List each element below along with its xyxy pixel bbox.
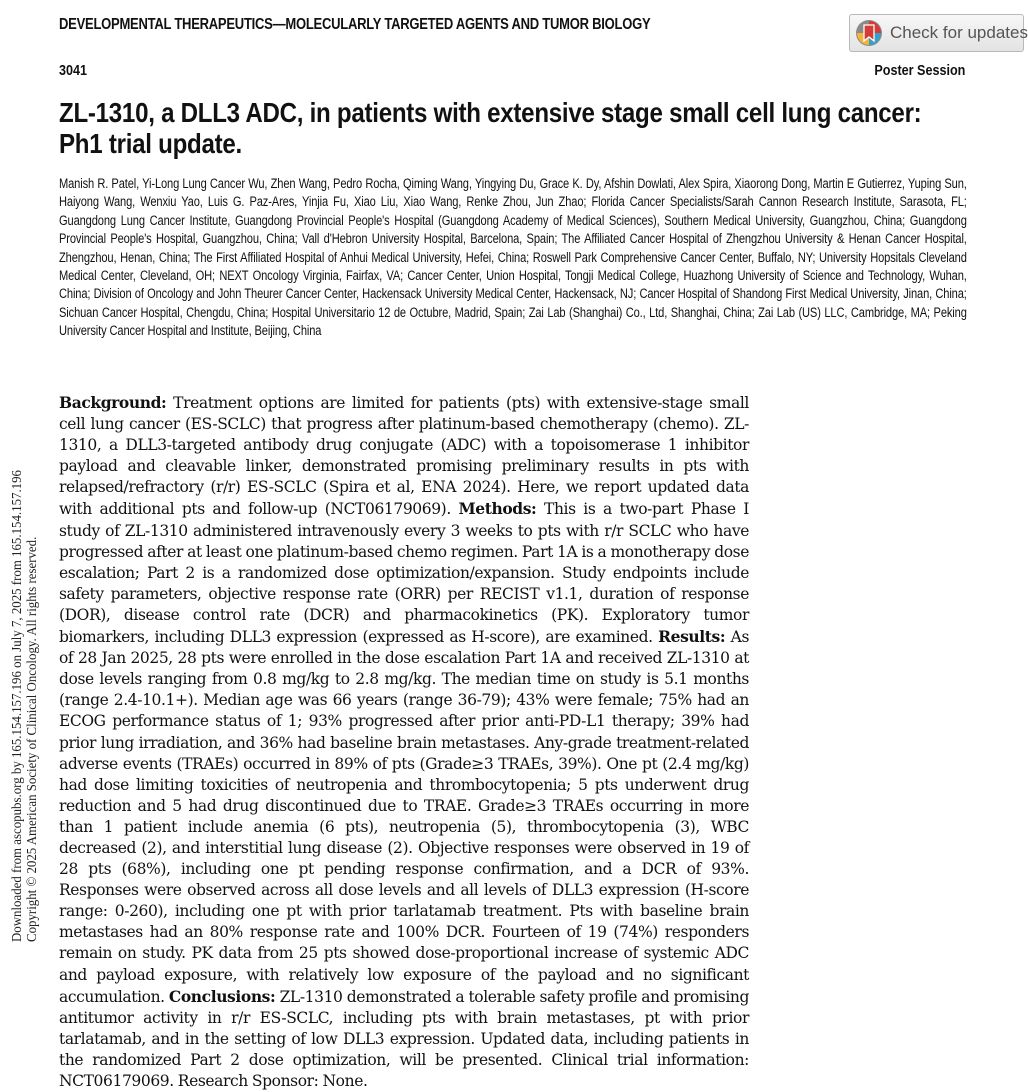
check-for-updates-label: Check for updates	[890, 23, 1028, 42]
download-margin-note	[11, 429, 40, 942]
abstract-body	[59, 392, 749, 1092]
article-title: ZL-1310, a DLL3 ADC, in patients with extensive stage small cell lung cancer: Ph1 trial update.	[59, 97, 922, 159]
abstract-number: 3041	[59, 62, 88, 79]
methods-text: This is a two-part Phase I study of ZL-1310 administered intravenously every 3 weeks to pts with r/r SCLC who have progressed after at least one platinum-based chemo regimen. Part 1A is a monotherapy dose escalation; Part 2 is a randomized dose optimization/expansion. Study endpoints include safety parameters, objective response rate (ORR) per RECIST v1.1, duration of response (DOR), disease control rate (DCR) and pharmacokinetics (PK). Exploratory tumor biomarkers, including DLL3 expression (expressed as H-score), are examined.	[59, 500, 749, 647]
conclusions-label: Conclusions:	[168, 986, 276, 1006]
section-heading: DEVELOPMENTAL THERAPEUTICS—MOLECULARLY TARGETED AGENTS AND TUMOR BIOLOGY	[59, 16, 651, 33]
check-for-updates-button[interactable]	[849, 14, 1028, 52]
conclusions-text: ZL-1310 demonstrated a tolerable safety profile and promising antitumor activity in r/r ES-SCLC, including pts with brain metastases, pt with prior tarlatamab, and in the setting of low DLL3 expression. Updated data, including patients in the randomized Part 2 dose optimization, will be presented. Clinical trial information: NCT06179069. Research Sponsor: None.	[59, 987, 750, 1090]
results-label: Results:	[658, 627, 726, 647]
background-label: Background:	[59, 393, 167, 412]
background-text: Treatment options are limited for patients (pts) with extensive-stage small cell lung cancer (ES-SCLC) that progress after platinum-based chemotherapy (chemo). ZL-1310, a DLL3-targeted antibody drug conjugate (ADC) with a topoisomerase 1 inhibitor payload and cleavable linker, demonstrated promising preliminary results in pts with relapsed/refractory (r/r) ES-SCLC (Spira et al, ENA 2024). Here, we report updated data with additional pts and follow-up (NCT06179069).	[59, 394, 749, 519]
download-line: Downloaded from ascopubs.org by 165.154.157.196 on July 7, 2025 from 165.154.157.196	[10, 469, 25, 942]
crossmark-bookmark-icon	[855, 19, 883, 47]
copyright-line: Copyright © 2025 American Society of Clinical Oncology. All rights reserved.	[24, 536, 40, 942]
session-type: Poster Session	[873, 62, 965, 79]
methods-label: Methods:	[458, 499, 537, 519]
author-affiliations: Manish R. Patel, Yi-Long Lung Cancer Wu, Zhen Wang, Pedro Rocha, Qiming Wang, Yingying Du, Grace K. Dy, Afshin Dowlati, Alex Spira, Xiaorong Dong, Martin E Gutierrez, Yuping Sun, Haiyong Wang, Wenxiu Yao, Luis G. Paz-Ares, Yinjia Fu, Xiao Liu, Xiao Wang, Renke Zhou, Jun Zhao; Florida Cancer Specialists/Sarah Cannon Research Institute, Sarasota, FL; Guangdong Lung Cancer Institute, Guangdong Provincial People's Hospital (Guangdong Academy of Medical Sciences), Southern Medical University, Guangzhou, China; Guangdong Provincial People's Hospital, Guangzhou, China; Vall d'Hebron University Hospital, Barcelona, Spain; The Affiliated Cancer Hospital of Zhengzhou University & Henan Cancer Hospital, Zhengzhou, Henan, China; The First Affiliated Hospital of Anhui Medical University, Hefei, China; Roswell Park Comprehensive Cancer Center, Buffalo, NY; University Hopsitals Cleveland Medical Center, Cleveland, OH; NEXT Oncology Virginia, Fairfax, VA; Cancer Center, Union Hospital, Tongji Medical College, Huazhong University of Science and Technology, Wuhan, China; Division of Oncology and John Theurer Cancer Center, Hackensack University Medical Center, Hackensack, NJ; Cancer Hospital of Shandong First Medical University, Jinan, China; Sichuan Cancer Hospital, Chengdu, China; Hospital Universitario 12 de Octubre, Madrid, Spain; Zai Lab (Shanghai) Co., Ltd, Shanghai, China; Zai Lab (US) LLC, Cambridge, MA; Peking University Cancer Hospital and Institute, Beijing, China	[59, 176, 967, 339]
results-text: As of 28 Jan 2025, 28 pts were enrolled in the dose escalation Part 1A and received ZL-1310 at dose levels ranging from 0.8 mg/kg to 2.8 mg/kg. The median time on study is 5.1 months (range 2.4-10.1+). Median age was 66 years (range 36-79); 43% were female; 75% had an ECOG performance status of 1; 93% progressed after prior anti-PD-L1 therapy; 39% had prior lung irradiation, and 36% had baseline brain metastases. Any-grade treatment-related adverse events (TRAEs) occurred in 89% of pts (Grade≥3 TRAEs, 39%). One pt (2.4 mg/kg) had dose limiting toxicities of neutropenia and thrombocytopenia; 5 pts underwent drug reduction and 5 had drug discontinued due to TRAE. Grade≥3 TRAEs occurring in more than 1 patient include anemia (6 pts), neutropenia (5), thrombocytopenia (3), WBC decreased (2), and interstitial lung disease (2). Objective responses were observed in 19 of 28 pts (68%), including one pt pending response confirmation, and a DCR of 93%. Responses were observed across all dose levels and all levels of DLL3 expression (H-score range: 0-260), including one pt with prior tarlatamab treatment. Pts with baseline brain metastases had an 80% response rate and 100% DCR. Fourteen of 19 (74%) responders remain on study. PK data from 25 pts showed dose-proportional increase of systemic ADC and payload exposure, with relatively low exposure of the payload and no significant accumulation.	[59, 628, 749, 1006]
